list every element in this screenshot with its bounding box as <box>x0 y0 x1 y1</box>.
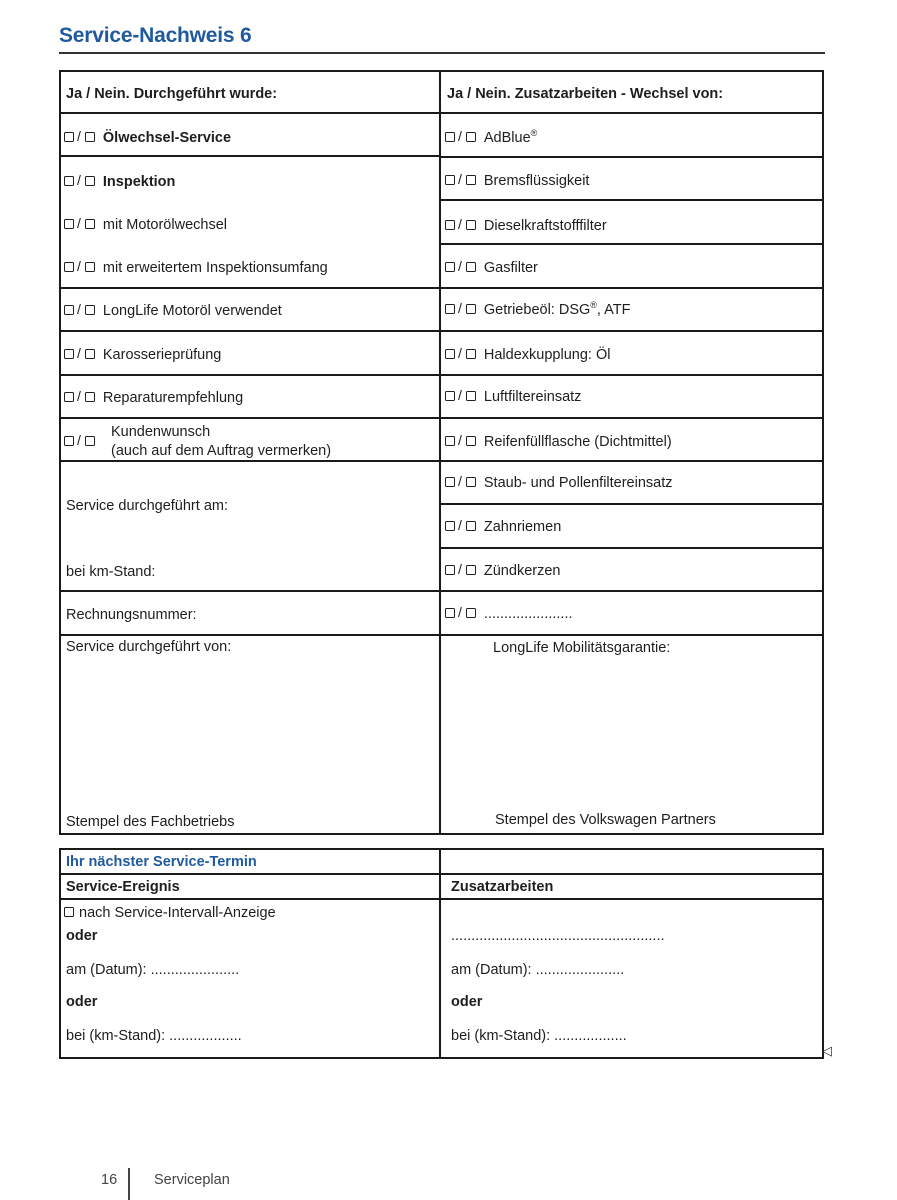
invoice-label: Rechnungsnummer: <box>66 607 197 623</box>
yes-no-checkbox[interactable]: / <box>445 216 476 232</box>
row-divider <box>439 590 824 592</box>
mobility-guarantee-label: LongLife Mobilitätsgarantie: <box>493 640 671 656</box>
row-divider <box>59 898 824 900</box>
yes-checkbox[interactable] <box>445 477 455 487</box>
row-divider <box>59 590 441 592</box>
no-checkbox[interactable] <box>466 521 476 531</box>
extra-item-haldex: / Haldexkupplung: Öl <box>445 345 610 363</box>
yes-checkbox[interactable] <box>64 262 74 272</box>
row-divider <box>439 503 824 505</box>
km-label: bei km-Stand: <box>66 564 156 580</box>
extra-item-luftfilter: / Luftfiltereinsatz <box>445 387 581 405</box>
row-divider <box>439 330 824 332</box>
service-item-longlife: / LongLife Motoröl verwendet <box>64 301 282 319</box>
yes-no-checkbox[interactable]: / <box>64 301 95 317</box>
no-checkbox[interactable] <box>85 132 95 142</box>
yes-checkbox[interactable] <box>445 132 455 142</box>
yes-no-checkbox[interactable]: / <box>445 561 476 577</box>
footer-divider <box>128 1168 130 1200</box>
kundenwunsch-label: Kundenwunsch <box>111 424 211 440</box>
yes-no-checkbox[interactable]: / <box>64 258 95 274</box>
extra-work-header: Zusatzarbeiten <box>451 879 554 895</box>
no-checkbox[interactable] <box>85 436 95 446</box>
extra-item-getriebeoel: / Getriebeöl: DSG®, ATF <box>445 300 631 318</box>
row-divider <box>59 330 441 332</box>
no-checkbox[interactable] <box>466 608 476 618</box>
extra-item-custom <box>445 604 573 622</box>
extra-item-dieselfilter: / Dieselkraftstofffilter <box>445 216 607 234</box>
column-divider <box>439 70 441 835</box>
yes-checkbox[interactable] <box>64 219 74 229</box>
page-title: Service-Nachweis 6 <box>59 24 252 47</box>
no-checkbox[interactable] <box>466 304 476 314</box>
column-divider <box>439 848 441 1059</box>
no-checkbox[interactable] <box>85 349 95 359</box>
kundenwunsch-sublabel: (auch auf dem Auftrag vermerken) <box>111 443 332 459</box>
no-checkbox[interactable] <box>466 349 476 359</box>
yes-checkbox[interactable] <box>445 175 455 185</box>
next-service-title: Ihr nächster Service-Termin <box>66 854 257 870</box>
yes-checkbox[interactable] <box>445 608 455 618</box>
yes-checkbox[interactable] <box>445 262 455 272</box>
yes-no-checkbox[interactable]: / <box>445 345 476 361</box>
service-item-erweitert: / mit erweitertem Inspektionsumfang <box>64 258 328 276</box>
service-date-label: Service durchgeführt am: <box>66 498 228 514</box>
yes-no-checkbox[interactable]: / <box>445 604 476 620</box>
yes-no-checkbox[interactable]: / <box>445 128 476 144</box>
row-divider <box>59 634 441 636</box>
page-number: 16 <box>101 1172 118 1188</box>
yes-no-checkbox[interactable]: / <box>445 171 476 187</box>
yes-checkbox[interactable] <box>64 305 74 315</box>
row-divider <box>439 243 824 245</box>
service-item-kundenwunsch <box>64 432 103 450</box>
extra-km-field[interactable]: bei (km-Stand): .................. <box>451 1028 627 1044</box>
interval-option: nach Service-Intervall-Anzeige <box>64 905 276 921</box>
left-column-header: Ja / Nein. Durchgeführt wurde: <box>66 86 278 102</box>
yes-no-checkbox[interactable]: / <box>445 387 476 403</box>
yes-checkbox[interactable] <box>445 565 455 575</box>
or-label: oder <box>66 928 98 944</box>
yes-checkbox[interactable] <box>445 436 455 446</box>
right-column-header: Ja / Nein. Zusatzarbeiten - Wechsel von: <box>447 86 724 102</box>
no-checkbox[interactable] <box>466 262 476 272</box>
stamp-fachbetrieb-label: Stempel des Fachbetriebs <box>66 814 235 830</box>
yes-no-checkbox[interactable]: / <box>64 388 95 404</box>
extra-work-field[interactable]: ..................................................... <box>451 928 665 944</box>
yes-checkbox[interactable] <box>64 176 74 186</box>
yes-no-checkbox[interactable]: / <box>64 172 95 188</box>
yes-checkbox[interactable] <box>64 436 74 446</box>
no-checkbox[interactable] <box>85 392 95 402</box>
extra-item-zuendkerzen: / Zündkerzen <box>445 561 560 579</box>
row-divider <box>59 417 441 419</box>
row-divider <box>59 155 441 157</box>
row-divider <box>59 460 441 462</box>
extra-date-field[interactable]: am (Datum): ...................... <box>451 962 625 978</box>
or-label: oder <box>451 994 483 1010</box>
no-checkbox[interactable] <box>85 176 95 186</box>
no-checkbox[interactable] <box>466 391 476 401</box>
or-label: oder <box>66 994 98 1010</box>
row-divider <box>59 374 441 376</box>
stamp-partner-label: Stempel des Volkswagen Partners <box>495 812 716 828</box>
yes-no-checkbox[interactable]: / <box>64 128 95 144</box>
service-item-inspektion: / Inspektion <box>64 172 175 190</box>
yes-no-checkbox[interactable]: / <box>64 432 95 448</box>
row-divider <box>439 156 824 158</box>
yes-no-checkbox[interactable]: / <box>445 300 476 316</box>
next-date-field[interactable]: am (Datum): ...................... <box>66 962 240 978</box>
row-divider <box>59 873 824 875</box>
yes-no-checkbox[interactable]: / <box>445 473 476 489</box>
row-divider <box>439 287 824 289</box>
yes-no-checkbox[interactable]: / <box>64 215 95 231</box>
service-event-header: Service-Ereignis <box>66 879 180 895</box>
no-checkbox[interactable] <box>466 175 476 185</box>
custom-item-field[interactable]: ...................... <box>483 606 573 622</box>
yes-no-checkbox[interactable]: / <box>445 517 476 533</box>
yes-checkbox[interactable] <box>445 220 455 230</box>
no-checkbox[interactable] <box>466 220 476 230</box>
no-checkbox[interactable] <box>466 132 476 142</box>
no-checkbox[interactable] <box>466 436 476 446</box>
service-item-karosserie: / Karosserieprüfung <box>64 345 221 363</box>
service-item-reparatur: / Reparaturempfehlung <box>64 388 243 406</box>
extra-item-gasfilter: / Gasfilter <box>445 258 538 276</box>
performed-by-label: Service durchgeführt von: <box>66 639 232 655</box>
extra-item-reifenfuellflasche: / Reifenfüllflasche (Dichtmittel) <box>445 432 672 450</box>
no-checkbox[interactable] <box>85 262 95 272</box>
yes-checkbox[interactable] <box>445 521 455 531</box>
yes-no-checkbox[interactable]: / <box>64 345 95 361</box>
continue-marker-icon: ◁ <box>822 1043 832 1058</box>
extra-item-adblue: / AdBlue® <box>445 128 537 146</box>
extra-item-bremsfluessigkeit: / Bremsflüssigkeit <box>445 171 589 189</box>
row-divider <box>439 112 824 114</box>
row-divider <box>439 374 824 376</box>
interval-checkbox[interactable] <box>64 905 74 919</box>
service-item-oelwechsel: / Ölwechsel-Service <box>64 128 231 146</box>
yes-checkbox[interactable] <box>64 349 74 359</box>
next-km-field[interactable]: bei (km-Stand): .................. <box>66 1028 242 1044</box>
row-divider <box>439 199 824 201</box>
no-checkbox[interactable] <box>85 305 95 315</box>
yes-checkbox[interactable] <box>64 132 74 142</box>
row-divider <box>59 287 441 289</box>
service-item-motoroelwechsel: / mit Motorölwechsel <box>64 215 227 233</box>
row-divider <box>439 417 824 419</box>
no-checkbox[interactable] <box>466 565 476 575</box>
no-checkbox[interactable] <box>85 219 95 229</box>
checkbox-box <box>64 907 74 917</box>
extra-item-pollenfilter: / Staub- und Pollenfiltereinsatz <box>445 473 673 491</box>
no-checkbox[interactable] <box>466 477 476 487</box>
row-divider <box>439 547 824 549</box>
row-divider <box>439 460 824 462</box>
yes-checkbox[interactable] <box>445 304 455 314</box>
extra-item-zahnriemen: / Zahnriemen <box>445 517 561 535</box>
yes-no-checkbox[interactable]: / <box>445 432 476 448</box>
row-divider <box>59 112 441 114</box>
yes-checkbox[interactable] <box>445 349 455 359</box>
yes-checkbox[interactable] <box>64 392 74 402</box>
row-divider <box>439 634 824 636</box>
section-label: Serviceplan <box>154 1172 230 1188</box>
yes-checkbox[interactable] <box>445 391 455 401</box>
yes-no-checkbox[interactable]: / <box>445 258 476 274</box>
title-rule <box>59 52 825 54</box>
